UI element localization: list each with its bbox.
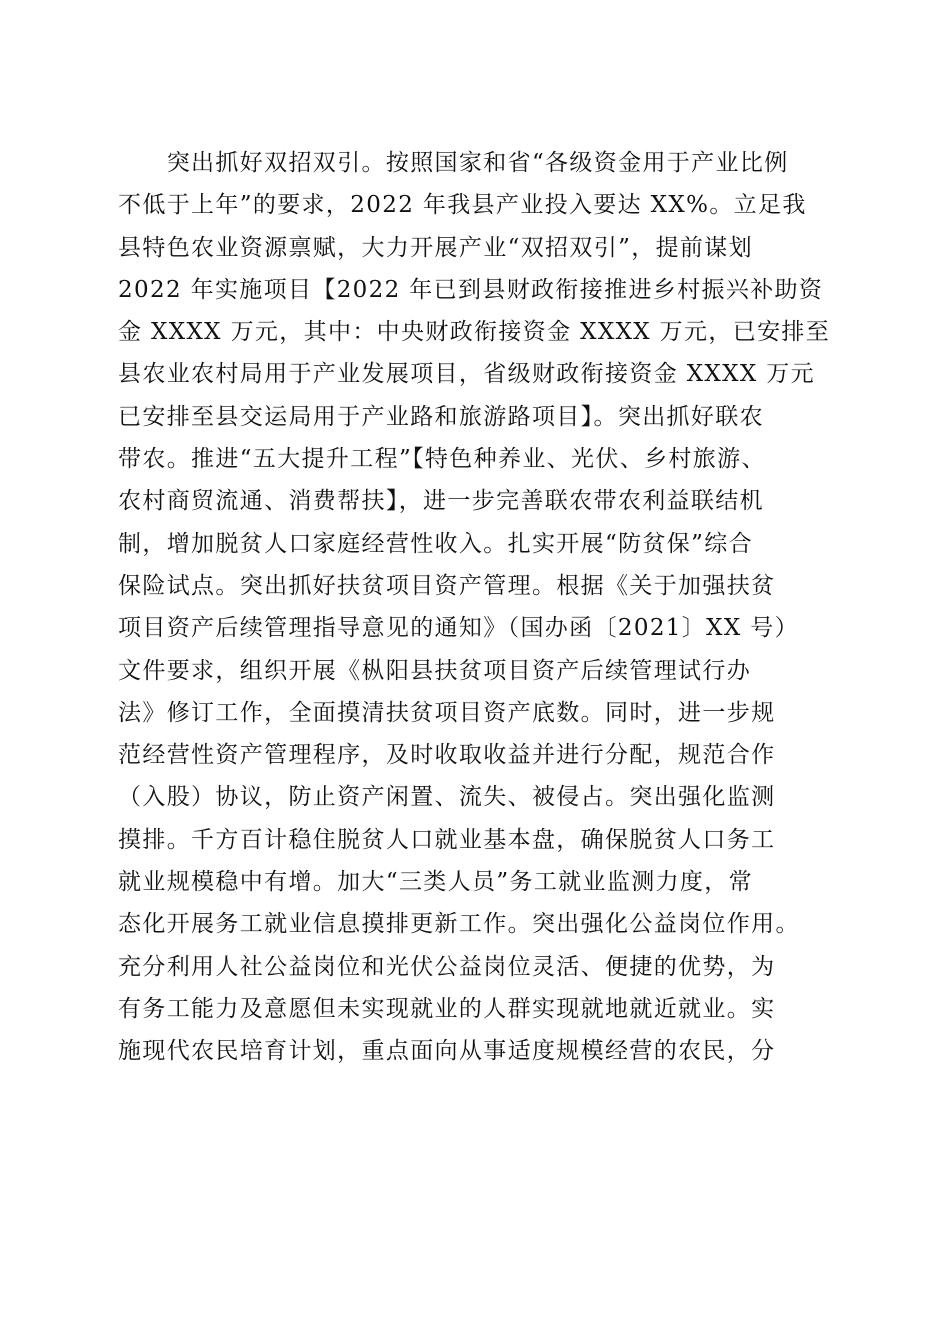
text-line: 不低于上年”的要求，2022 年我县产业投入要达 XX%。立足我 bbox=[118, 192, 807, 219]
text-line: 保险试点。突出抓好扶贫项目资产管理。根据《关于加强扶贫 bbox=[118, 572, 776, 599]
text-line: 态化开展务工就业信息摸排更新工作。突出强化公益岗位作用。 bbox=[118, 911, 800, 938]
text-line: 农村商贸流通、消费帮扶】，进一步完善联农带农利益联结机 bbox=[118, 488, 764, 515]
text-line: 金 XXXX 万元，其中：中央财政衔接资金 XXXX 万元，已安排至 bbox=[118, 319, 831, 346]
text-line: 施现代农民培育计划，重点面向从事适度规模经营的农民，分 bbox=[118, 1038, 776, 1065]
text-line: 县农业农村局用于产业发展项目，省级财政衔接资金 XXXX 万元 bbox=[118, 361, 815, 388]
text-line: 有务工能力及意愿但未实现就业的人群实现就地就近就业。实 bbox=[118, 995, 776, 1022]
text-line: 已安排至县交运局用于产业路和旅游路项目】。突出抓好联农 bbox=[118, 403, 764, 430]
text-line: （入股）协议，防止资产闲置、流失、被侵占。突出强化监测 bbox=[118, 784, 776, 811]
text-line: 范经营性资产管理程序，及时收取收益并进行分配，规范合作 bbox=[118, 742, 776, 769]
text-line: 摸排。千方百计稳住脱贫人口就业基本盘，确保脱贫人口务工 bbox=[118, 826, 776, 853]
text-line: 充分利用人社公益岗位和光伏公益岗位灵活、便捷的优势，为 bbox=[118, 953, 776, 980]
text-line: 突出抓好双招双引。按照国家和省“各级资金用于产业比例 bbox=[118, 150, 789, 176]
text-line: 文件要求，组织开展《枞阳县扶贫项目资产后续管理试行办 bbox=[118, 657, 752, 684]
text-line: 制，增加脱贫人口家庭经营性收入。扎实开展“防贫保”综合 bbox=[118, 530, 753, 557]
text-line: 项目资产后续管理指导意见的通知》（国办函〔2021〕XX 号） bbox=[118, 615, 799, 642]
text-line: 2022 年实施项目【2022 年已到县财政衔接推进乡村振兴补助资 bbox=[118, 276, 824, 303]
text-line: 就业规模稳中有增。加大“三类人员”务工就业监测力度，常 bbox=[118, 869, 753, 896]
text-line: 法》修订工作，全面摸清扶贫项目资产底数。同时，进一步规 bbox=[118, 699, 776, 726]
body-paragraph bbox=[118, 142, 838, 1073]
text-line: 县特色农业资源禀赋，大力开展产业“双招双引”，提前谋划 bbox=[118, 234, 753, 261]
text-line: 带农。推进“五大提升工程”【特色种养业、光伏、乡村旅游、 bbox=[118, 446, 766, 473]
